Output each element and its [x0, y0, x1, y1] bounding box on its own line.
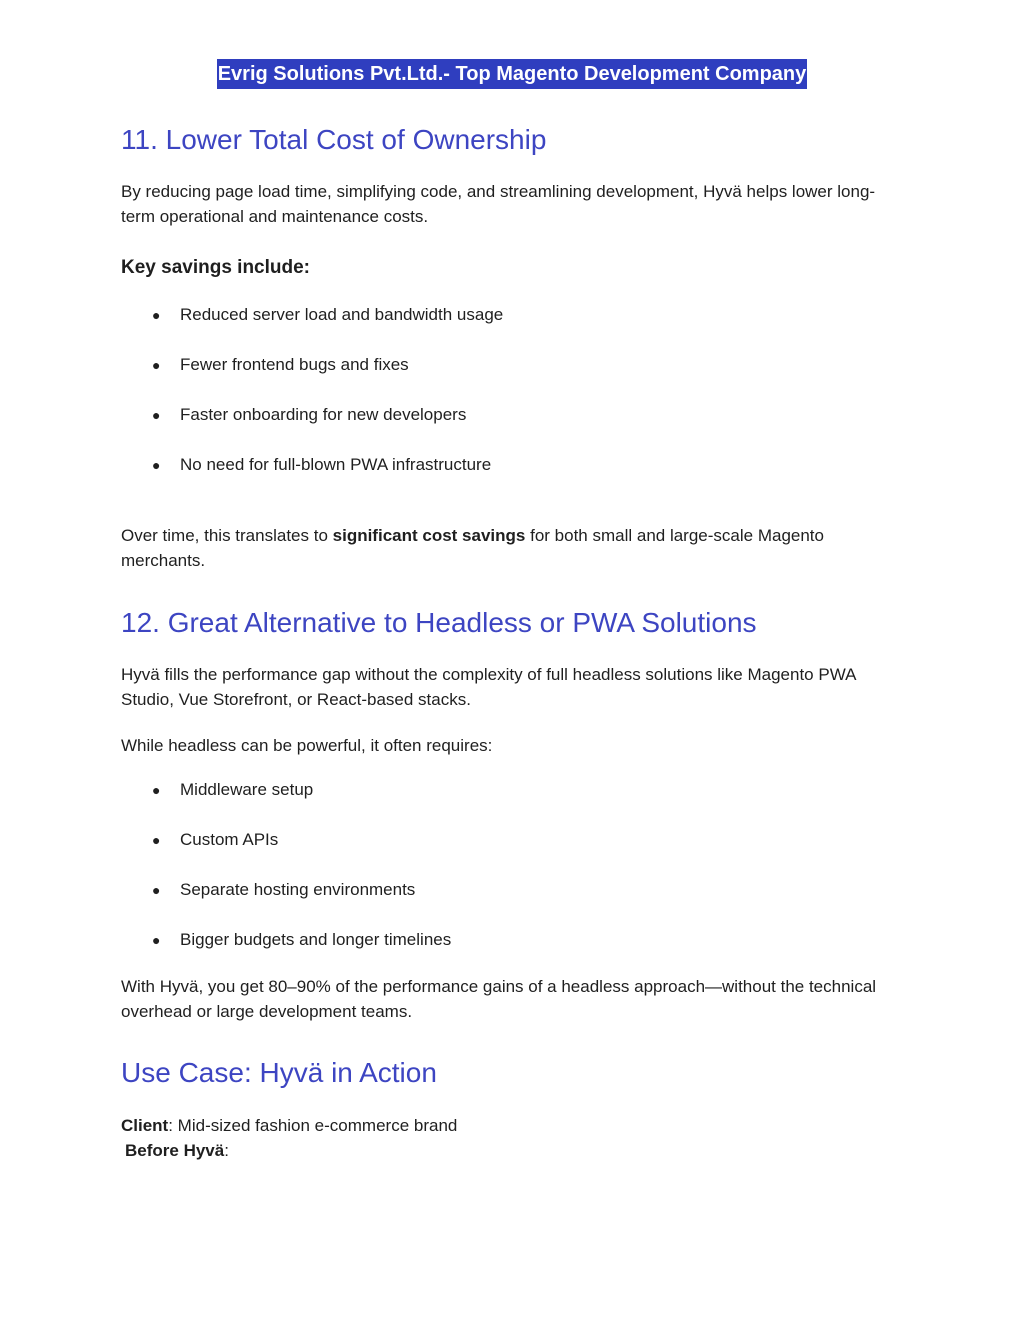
list-item: [152, 453, 491, 477]
use-case-heading: Use Case: Hyvä in Action: [121, 1057, 437, 1088]
section-12-lead: While headless can be powerful, it often requires:: [121, 736, 493, 755]
list-item-text: Fewer frontend bugs and fixes: [180, 355, 409, 374]
bullet-icon: ●: [152, 307, 161, 323]
before-suffix: :: [224, 1141, 229, 1160]
list-item-text: No need for full-blown PWA infrastructure: [180, 455, 492, 474]
bullet-icon: ●: [152, 882, 161, 898]
list-item: [152, 928, 451, 952]
list-item-text: Faster onboarding for new developers: [180, 405, 467, 424]
section-11-outro: [121, 523, 901, 573]
client-value: : Mid-sized fashion e-commerce brand: [168, 1116, 458, 1135]
bullet-icon: ●: [152, 407, 161, 423]
list-item: [152, 303, 503, 327]
list-item: [152, 403, 466, 427]
list-item: [152, 828, 278, 852]
section-11-heading: 11. Lower Total Cost of Ownership: [121, 124, 547, 155]
bullet-icon: ●: [152, 357, 161, 373]
key-savings-subheading: Key savings include:: [121, 257, 311, 278]
section-12-heading: 12. Great Alternative to Headless or PWA Solutions: [121, 607, 757, 638]
list-item-text: Middleware setup: [180, 780, 314, 799]
before-line: [125, 1138, 905, 1163]
list-item: [152, 878, 415, 902]
client-label: Client: [121, 1116, 169, 1135]
bullet-icon: ●: [152, 782, 161, 798]
before-label: Before Hyvä: [125, 1141, 225, 1160]
list-item-text: Separate hosting environments: [180, 880, 416, 899]
section-11-intro: By reducing page load time, simplifying code, and streamlining development, Hyvä helps lower long-term operational and maintenance costs.: [121, 182, 876, 226]
outro-prefix: Over time, this translates to: [121, 526, 333, 545]
outro-suffix: for both small and large-scale Magento merchants.: [121, 526, 824, 570]
client-line: [121, 1113, 901, 1138]
list-item-text: Custom APIs: [180, 830, 279, 849]
list-item-text: Bigger budgets and longer timelines: [180, 930, 452, 949]
bullet-icon: ●: [152, 932, 161, 948]
list-item: [152, 353, 409, 377]
bullet-icon: ●: [152, 832, 161, 848]
list-item-text: Reduced server load and bandwidth usage: [180, 305, 504, 324]
outro-bold: significant cost savings: [332, 526, 526, 545]
list-item: [152, 778, 313, 802]
section-12-intro: Hyvä fills the performance gap without the complexity of full headless solutions like Magento PWA Studio, Vue Storefront, or React-based stacks.: [121, 665, 856, 709]
section-12-outro: With Hyvä, you get 80–90% of the performance gains of a headless approach—without the technical overhead or large development teams.: [121, 977, 877, 1021]
company-banner: Evrig Solutions Pvt.Ltd.- Top Magento Development Company: [217, 59, 808, 89]
bullet-icon: ●: [152, 457, 161, 473]
header-banner-wrap: [0, 59, 1024, 89]
